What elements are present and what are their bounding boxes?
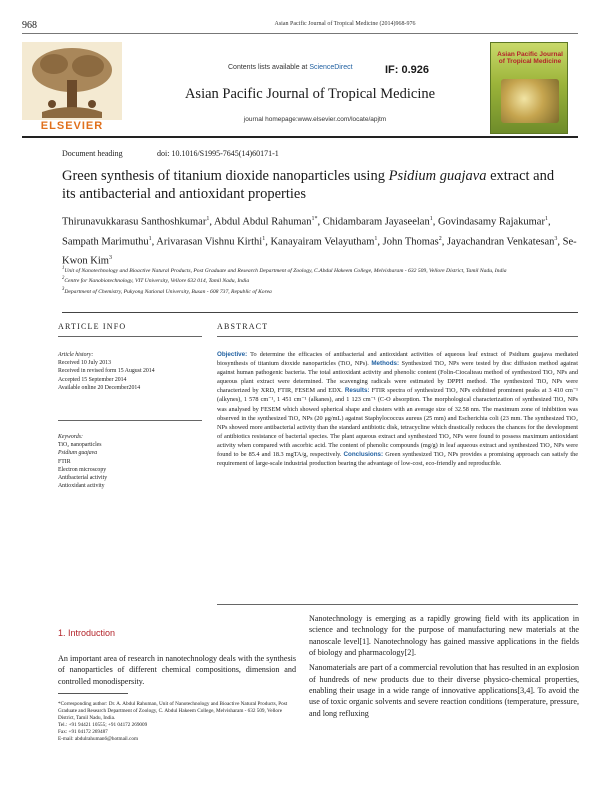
author-name: Se-Kwon Kim [62,236,577,267]
author-affiliation-mark: 1 [429,216,433,222]
author-name: John Thomas [382,236,439,247]
abstract-heading: ABSTRACT [217,322,269,331]
author-affiliation-mark: 1 [262,235,266,242]
introduction-heading: 1. Introduction [58,628,116,638]
history-item: Available online 20 December2014 [58,384,141,391]
conclusions-label: Conclusions: [343,451,384,459]
journal-cover [490,42,568,134]
abstract-rule [217,336,578,337]
author-list: Thirunavukkarasu Santhoshkumar$^1$, Abdul Abdul Rahuman$^{1*}$, Chidambaram Jayaseelan$^1$, Govindasamy Rajakumar$^1$, Sampath Marimuthu$^1$, Arivarasan Vishnu Kirthi$^1$, Kanayairam Velayutham$^1$, John Thomas$^2$, Jayachandran Venkatesan$^3$, Se-Kwon Kim$^3$ [62,216,577,267]
footnote-line: E-mail: abdulrahuman6@hotmail.com [58,736,138,743]
keyword-item: Antioxidant activity [58,483,105,490]
elsevier-logo[interactable] [22,42,122,132]
article-info-divider [58,420,202,421]
objective-label: Objective: [217,351,248,358]
objective-text: To determine the efficacies of antibacterial and antioxidant activities of aqueous leaf extract of Psidium guajava mediated biosynthesis of titanium dioxide nanoparticles (TiO₂ NPs). [217,351,578,368]
cover-image [501,79,559,123]
page-number: 968 [22,20,37,31]
paper-title: Green synthesis of titanium dioxide nanoparticles using Psidium guajava extract and its antibacterial and antioxidant properties [62,168,555,202]
author-name: Kanayairam Velayutham [270,236,375,247]
contents-line [228,64,353,71]
history-label: Article history: [58,352,94,358]
methods-label: Methods: [371,360,400,368]
cover-title: Asian Pacific Journal of Tropical Medicine [497,51,563,65]
author-affiliation-mark: 1 [374,235,378,242]
author-affiliation-mark: 1 [544,216,548,222]
running-head: Asian Pacific Journal of Tropical Medicine (2014)968-976 [274,21,416,27]
affiliation: $^3$Department of Chemistry, Pukyong National University, Busan - 608 737, Republic of Korea [62,286,272,295]
author-affiliation-mark: 2 [438,235,442,242]
right-paragraph-1: Nanotechnology is emerging as a rapidly growing field with its application in science and technology for the purpose of manufacturing new materials at the nanoscale level[1]. Nanotechnology has gained massive applications in the fields of biology and pharmacology[2]. [309,614,579,658]
doi[interactable]: doi: 10.1016/S1995-7645(14)60171-1 [157,149,279,158]
methods-text: Synthesized TiO₂ NPs were tested by disc diffusion method against against human pathogenic bacteria. The total antioxidant activity and phenolic content (Folin-Ciocalteau method of synthesized TiO₂ NPs and aqueous plant extract were determined. The scavenging radicals were estimated by DPPH method. The synthesized TiO₂ NPs were characterized by XRD, FTIR, FESEM and EDX. [217,360,579,395]
sciencedirect-link[interactable]: ScienceDirect [309,64,353,71]
author-name: Thirunavukkarasu Santhoshkumar [62,216,207,228]
history-item: Received 10 July 2013 [58,360,111,367]
article-history [58,351,203,392]
affiliation: $^1$Unit of Nanotechnology and Bioactive Natural Products, Post Graduate and Research Department of Zoology, C.Abdul Hakeem College, Melvisharam - 632 509, Vellore District, Tamil Nadu, India [62,266,507,274]
keywords-label: Keywords: [58,434,83,440]
footnote-line: Fax: +91 04172 269487 [58,729,108,736]
author-name: Arivarasan Vishnu Kirthi [156,236,263,247]
keyword-item: Psidium guajava [58,450,98,457]
abstract-end-rule [217,604,578,605]
results-text: FTIR spectra of synthesized TiO₂ NPs exhibited prominent peaks at 3 410 cm⁻¹ (alkynes), 1 578 cm⁻¹, 1 451 cm⁻¹ (alkanes), and 1 123 cm⁻¹ (C-O absorption. The morphological characterization of synthesized TiO₂ NPs was analysed by FESEM which showed spherical shape and clusters with an average size of 32.58 nm. The maximum zone of inhibition was observed in the synthesized TiO₂ NPs (20 μg/mL) against Staphylococcus aureus (25 mm) and Escherichia coli (23 mm. The synthesized TiO₂ NPs showed more antibacterial activity than the standard antibiotic disk, tetracycline which drastically reduces the chances for the development of antibiotics resistance of bacterial species. The plant aqueous extract and synthesized TiO₂ NPs were found to possess maximum antioxidant activity when compared with ascorbic acid. The content of phenolic compounds (mg/g) in leaf aqueous extract and synthesized TiO₂ NPs were found to be 85.4 and 18.3 mgTA/g, respectively. [217,387,578,459]
title-block-rule [62,312,578,313]
affiliation: $^2$Centre for Nanobiotechnology, VIT University, Vellore 632 014, Tamil Nadu, India [62,276,250,285]
top-rule [22,33,578,34]
document-heading: Document heading [62,149,123,158]
elsevier-tree-icon [22,42,122,120]
article-info-rule [58,336,202,337]
footnote-rule [58,693,128,694]
footnote-line: Tel.: +91 94421 10555; +91 04172 269009 [58,722,148,729]
introduction-paragraph: An important area of research in nanotechnology deals with the synthesis of nanoparticles of different chemical compositions, dimension and controlled monodispersity. [58,654,296,686]
history-item: Accepted 15 September 2014 [58,376,127,383]
corresponding-author-footnote [58,701,296,744]
author-affiliation-mark: 1* [311,216,318,222]
publisher-name: ELSEVIER [40,120,104,132]
author-name: Jayachandran Venkatesan [446,236,555,247]
right-paragraph-2: Nanomaterials are part of a commercial revolution that has resulted in an explosion of hundreds of new products due to their diverse physico-chemical properties, enabling their usage in a wide range of innovative applications[3,4]. To avoid the use of toxic organic solvents and severe reaction conditions (temperature, pressure, and long refluxing [309,663,579,718]
impact-factor: IF: 0.926 [385,64,430,76]
results-label: Results: [344,387,370,395]
article-info-heading: ARTICLE INFO [58,322,127,331]
author-name: Abdul Abdul Rahuman [214,216,312,228]
author-affiliation-mark: 3 [108,255,112,261]
journal-title: Asian Pacific Journal of Tropical Medicine [184,86,436,102]
history-item: Received in revised form 15 August 2014 [58,368,155,375]
footnote-line: *Corresponding author: Dr. A. Abdul Rahuman, Unit of Nanotechnology and Bioactive Natural Products, Post Graduate and Research Department of Zoology, C. Abdul Hakeem College, Melvisharam - 632 509, Vellore District, Tamil Nadu, India. [58,701,288,722]
author-affiliation-mark: 1 [148,235,152,242]
contents-prefix: Contents lists available at [228,64,308,71]
author-name: Sampath Marimuthu [62,236,149,247]
author-affiliation-mark: 1 [206,216,210,222]
title-species: Psidium guajava [388,168,487,184]
right-column [309,613,579,723]
header-rule [22,136,578,138]
affiliation-list [62,265,572,296]
keyword-item: FTIR [58,458,71,465]
keywords [58,433,203,490]
author-name: Chidambaram Jayaseelan [322,216,430,228]
keyword-item: Electron microscopy [58,466,107,473]
keyword-item: Antibacterial activity [58,475,108,482]
journal-homepage[interactable]: journal homepage:www.elsevier.com/locate/apjtm [243,116,387,123]
keyword-item: TiO₂ nanoparticles [58,442,102,449]
author-affiliation-mark: 3 [554,235,558,242]
abstract-body [217,350,578,468]
author-name: Govindasamy Rajakumar [437,216,545,228]
conclusions-text: Green synthesized TiO₂ NPs provides a promising approach can satisfy the requirement of large-scale industrial production bearing the advantage of low-cost, eco-friendly and reproducible. [217,451,578,468]
